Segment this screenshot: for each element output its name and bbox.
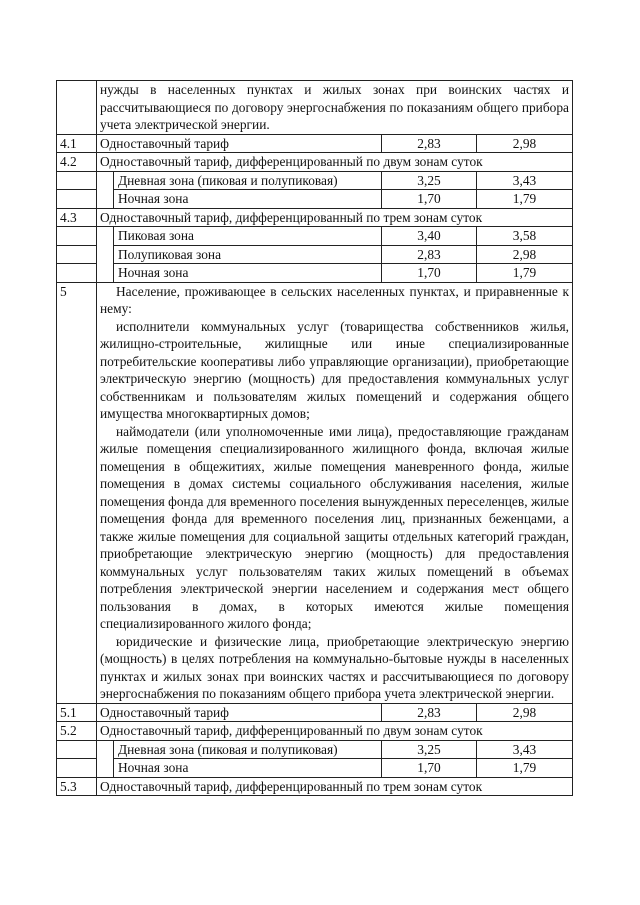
tariff-value-1: 2,83 [382, 703, 477, 722]
row-label: Одноставочный тариф, дифференцированный по двум зонам суток [97, 722, 573, 741]
tariff-value-2: 1,79 [477, 190, 573, 209]
row-label: Одноставочный тариф, дифференцированный по трем зонам суток [97, 208, 573, 227]
row-label: Одноставочный тариф, дифференцированный по двум зонам суток [97, 153, 573, 172]
row-label: Одноставочный тариф [97, 703, 382, 722]
table-row [57, 208, 573, 227]
tariff-value-1: 1,70 [382, 759, 477, 778]
row-label: Полупиковая зона [114, 245, 382, 264]
paragraph: юридические и физические лица, приобретающие электрическую энергию (мощность) в целях потребления на коммунально-бытовые нужды в населенных пунктах и жилых зонах при воинских частях и рассчитывающиеся по договору энергоснабжения по показаниям общего прибора учета электрической энергии. [100, 633, 569, 701]
table-row [57, 227, 573, 246]
table-row [57, 190, 573, 209]
tariff-value-2: 1,79 [477, 264, 573, 283]
table-row [57, 81, 573, 135]
table-row [57, 282, 573, 703]
table-row [57, 134, 573, 153]
row-number: 5.2 [57, 722, 97, 741]
paragraph: исполнители коммунальных услуг (товарищества собственников жилья, жилищно-строительные, жилищные или иные специализированные потребительские кооперативы либо управляющие организации), приобретающие электрическую энергию (мощность) для предоставления коммунальных услуг собственникам и пользователям жилых помещений и содержания общего имущества многоквартирных домов; [100, 318, 569, 421]
row-number: 5 [57, 282, 97, 703]
table-row [57, 245, 573, 264]
row-number: 4.3 [57, 208, 97, 227]
tariff-value-2: 2,98 [477, 703, 573, 722]
table-row [57, 759, 573, 778]
row-number: 5.3 [57, 777, 97, 796]
tariff-value-2: 3,58 [477, 227, 573, 246]
row-description [97, 282, 573, 703]
table-row [57, 777, 573, 796]
row-number [57, 81, 97, 135]
table-row [57, 740, 573, 759]
row-label: Пиковая зона [114, 227, 382, 246]
row-label: Дневная зона (пиковая и полупиковая) [114, 171, 382, 190]
paragraph: наймодатели (или уполномоченные ими лица), предоставляющие гражданам жилые помещения специализированного жилищного фонда, включая жилые помещения в общежитиях, жилые помещения маневренного фонда, жилые помещения в домах системы социального обслуживания населения, жилые помещения фонда для временного поселения вынужденных переселенцев, жилые помещения фонда для временного поселения лиц, признанных беженцами, а также жилые помещения для социальной защиты отдельных категорий граждан, приобретающие электрическую энергию (мощность) для предоставления коммунальных услуг пользователям таких жилых помещений в объемах потребления электрической энергии населением и содержания мест общего пользования в домах, в которых имеются жилые помещения специализированного жилого фонда; [100, 423, 569, 631]
tariff-value-1: 1,70 [382, 264, 477, 283]
table-row [57, 153, 573, 172]
tariff-value-2: 3,43 [477, 740, 573, 759]
table-row [57, 722, 573, 741]
table-row [57, 171, 573, 190]
tariff-value-2: 1,79 [477, 759, 573, 778]
paragraph: Население, проживающее в сельских населенных пунктах, и приравненные к нему: [100, 283, 569, 316]
tariff-value-1: 2,83 [382, 245, 477, 264]
tariff-value-1: 3,40 [382, 227, 477, 246]
tariff-value-1: 1,70 [382, 190, 477, 209]
row-label: Ночная зона [114, 264, 382, 283]
tariff-value-2: 3,43 [477, 171, 573, 190]
row-description: нужды в населенных пунктах и жилых зонах при воинских частях и рассчитывающиеся по договору энергоснабжения по показаниям общего прибора учета электрической энергии. [97, 81, 573, 135]
tariff-value-2: 2,98 [477, 134, 573, 153]
row-label: Одноставочный тариф [97, 134, 382, 153]
tariff-value-1: 2,83 [382, 134, 477, 153]
tariff-value-1: 3,25 [382, 171, 477, 190]
row-number: 4.2 [57, 153, 97, 172]
tariff-value-1: 3,25 [382, 740, 477, 759]
table-row [57, 703, 573, 722]
tariff-table [56, 80, 573, 796]
tariff-value-2: 2,98 [477, 245, 573, 264]
row-number: 4.1 [57, 134, 97, 153]
row-label: Дневная зона (пиковая и полупиковая) [114, 740, 382, 759]
row-label: Ночная зона [114, 190, 382, 209]
row-label: Ночная зона [114, 759, 382, 778]
row-label: Одноставочный тариф, дифференцированный по трем зонам суток [97, 777, 573, 796]
row-number: 5.1 [57, 703, 97, 722]
table-row [57, 264, 573, 283]
